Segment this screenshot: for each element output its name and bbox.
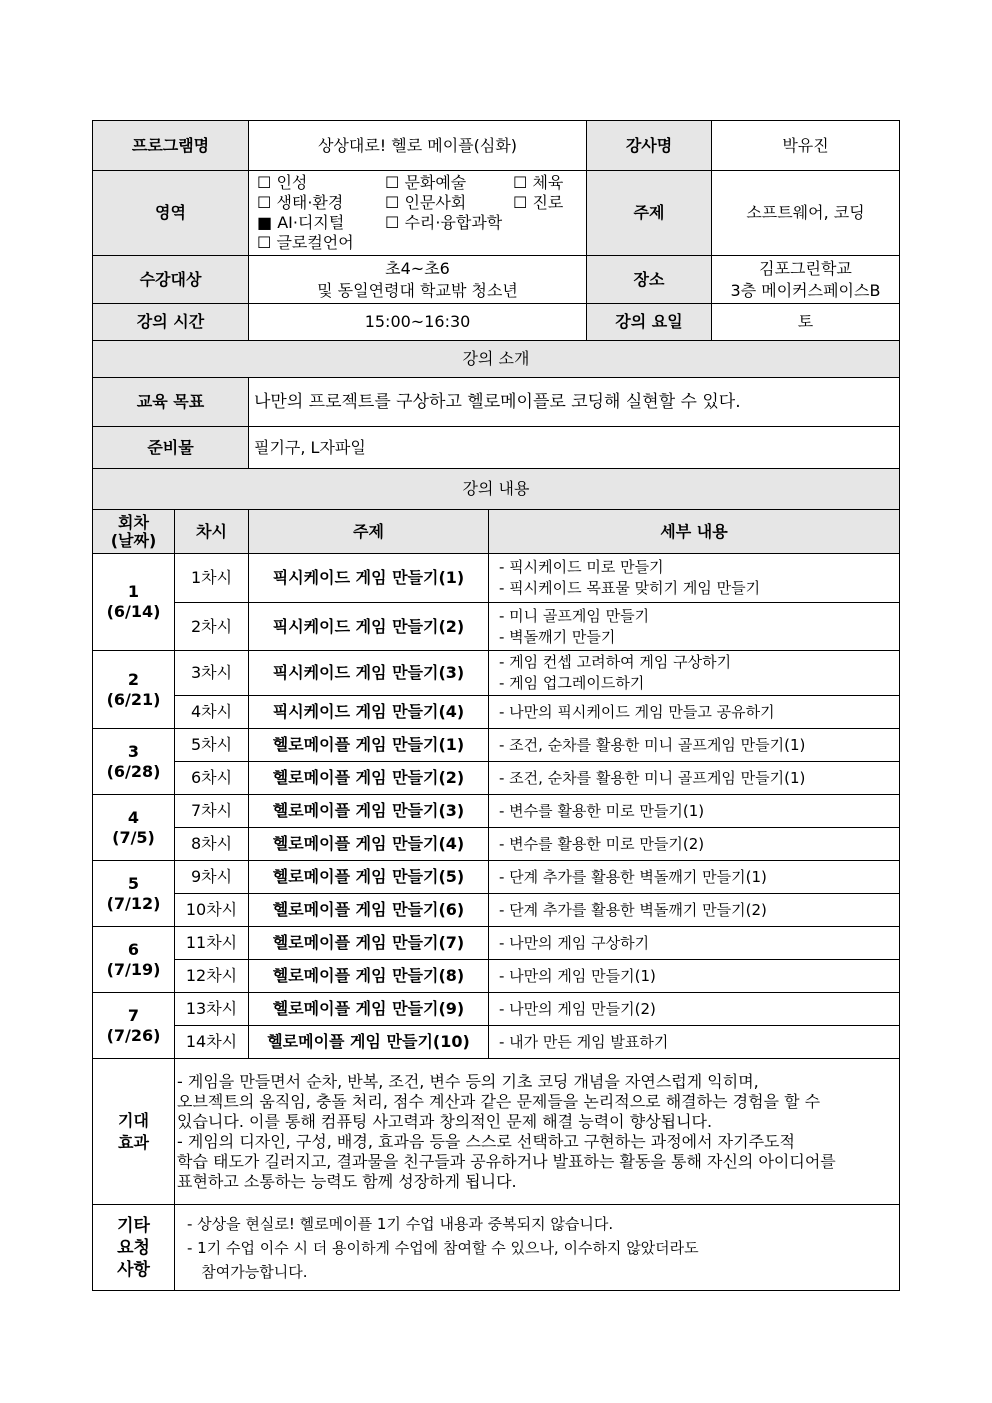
detail-cell xyxy=(489,1026,900,1059)
col-session-header: 차시 xyxy=(175,510,249,554)
round-cell: 1 (6/14) xyxy=(93,554,175,651)
round-cell: 7 (7/26) xyxy=(93,993,175,1059)
etc-line: - 1기 수업 이수 시 더 용이하게 수업에 참여할 수 있으나, 이수하지 않았더라도 xyxy=(187,1238,699,1257)
area-checkbox[interactable]: ■ AI·디지털 xyxy=(257,213,345,232)
place-label: 장소 xyxy=(587,256,712,304)
session-cell: 3차시 xyxy=(175,651,249,696)
session-cell: 13차시 xyxy=(175,993,249,1026)
materials-value: 필기구, L자파일 xyxy=(249,427,900,469)
detail-line: - 나만의 게임 만들기(2) xyxy=(499,999,656,1018)
round-cell: 5 (7/12) xyxy=(93,861,175,927)
session-row xyxy=(93,651,900,696)
detail-line: - 나만의 게임 구상하기 xyxy=(499,933,650,952)
detail-line: - 나만의 픽시케이드 게임 만들고 공유하기 xyxy=(499,702,775,721)
topic-cell: 픽시케이드 게임 만들기(4) xyxy=(249,696,489,729)
area-label: 영역 xyxy=(93,171,249,256)
area-checkbox[interactable]: ☐ 진로 xyxy=(513,193,564,212)
session-row xyxy=(93,1026,900,1059)
session-row xyxy=(93,993,900,1026)
effect-line: - 게임을 만들면서 순차, 반복, 조건, 변수 등의 기초 코딩 개념을 자연스럽게 익히며, xyxy=(177,1071,759,1091)
topic-cell: 헬로메이플 게임 만들기(10) xyxy=(249,1026,489,1059)
session-cell: 8차시 xyxy=(175,828,249,861)
subject-label: 주제 xyxy=(587,171,712,256)
intro-section-title: 강의 소개 xyxy=(93,341,900,378)
checkbox-icon: ☐ xyxy=(257,233,272,252)
area-checkbox[interactable]: ☐ 체육 xyxy=(513,173,564,192)
effect-label: 기대 효과 xyxy=(93,1059,175,1205)
detail-line: - 조건, 순차를 활용한 미니 골프게임 만들기(1) xyxy=(499,768,806,787)
session-cell: 11차시 xyxy=(175,927,249,960)
session-row xyxy=(93,603,900,651)
session-cell: 7차시 xyxy=(175,795,249,828)
goal-label: 교육 목표 xyxy=(93,378,249,427)
area-checkbox[interactable]: ☐ 문화예술 xyxy=(385,173,467,192)
detail-line: - 픽시케이드 목표물 맞히기 게임 만들기 xyxy=(499,579,761,597)
time-value: 15:00~16:30 xyxy=(249,304,587,341)
effect-line: 표현하고 소통하는 능력도 함께 성장하게 됩니다. xyxy=(177,1171,517,1191)
day-value: 토 xyxy=(712,304,900,341)
round-cell: 4 (7/5) xyxy=(93,795,175,861)
topic-cell: 헬로메이플 게임 만들기(3) xyxy=(249,795,489,828)
round-cell: 3 (6/28) xyxy=(93,729,175,795)
session-cell: 4차시 xyxy=(175,696,249,729)
effect-line: - 게임의 디자인, 구성, 배경, 효과음 등을 스스로 선택하고 구현하는 과정에서 자기주도적 xyxy=(177,1131,795,1151)
session-row xyxy=(93,762,900,795)
detail-line: - 게임 컨셉 고려하여 게임 구상하기 xyxy=(499,653,732,671)
topic-cell: 헬로메이플 게임 만들기(8) xyxy=(249,960,489,993)
detail-cell xyxy=(489,960,900,993)
goal-value: 나만의 프로젝트를 구상하고 헬로메이플로 코딩해 실현할 수 있다. xyxy=(249,378,900,427)
detail-line: - 픽시케이드 미로 만들기 xyxy=(499,558,664,576)
time-label: 강의 시간 xyxy=(93,304,249,341)
session-row xyxy=(93,795,900,828)
area-checkbox[interactable]: ☐ 글로컬언어 xyxy=(257,233,354,252)
detail-cell xyxy=(489,729,900,762)
area-checkbox[interactable]: ☐ 생태·환경 xyxy=(257,193,344,212)
session-cell: 5차시 xyxy=(175,729,249,762)
place-value: 김포그린학교 3층 메이커스페이스B xyxy=(712,256,900,304)
checkbox-icon: ☐ xyxy=(513,173,528,192)
detail-cell xyxy=(489,861,900,894)
detail-line: - 조건, 순차를 활용한 미니 골프게임 만들기(1) xyxy=(499,735,806,754)
area-checkbox[interactable]: ☐ 인문사회 xyxy=(385,193,467,212)
checkbox-icon: ☐ xyxy=(385,213,400,232)
course-plan-table xyxy=(92,120,900,1291)
etc-label: 기타 요청 사항 xyxy=(93,1205,175,1291)
topic-cell: 헬로메이플 게임 만들기(6) xyxy=(249,894,489,927)
detail-cell xyxy=(489,554,900,603)
topic-cell: 헬로메이플 게임 만들기(7) xyxy=(249,927,489,960)
instructor-label: 강사명 xyxy=(587,121,712,171)
detail-cell xyxy=(489,894,900,927)
col-round-header: 회차 (날짜) xyxy=(93,510,175,554)
round-cell: 2 (6/21) xyxy=(93,651,175,729)
detail-line: - 내가 만든 게임 발표하기 xyxy=(499,1032,669,1051)
round-cell: 6 (7/19) xyxy=(93,927,175,993)
session-row xyxy=(93,729,900,762)
detail-line: - 나만의 게임 만들기(1) xyxy=(499,966,656,985)
session-row xyxy=(93,960,900,993)
topic-cell: 픽시케이드 게임 만들기(1) xyxy=(249,554,489,603)
session-cell: 10차시 xyxy=(175,894,249,927)
session-row xyxy=(93,927,900,960)
checkbox-icon: ■ xyxy=(257,213,273,232)
detail-cell xyxy=(489,993,900,1026)
target-label: 수강대상 xyxy=(93,256,249,304)
col-topic-header: 주제 xyxy=(249,510,489,554)
target-value: 초4~초6 및 동일연령대 학교밖 청소년 xyxy=(249,256,587,304)
topic-cell: 헬로메이플 게임 만들기(2) xyxy=(249,762,489,795)
detail-cell xyxy=(489,651,900,696)
topic-cell: 픽시케이드 게임 만들기(2) xyxy=(249,603,489,651)
detail-cell xyxy=(489,795,900,828)
subject-value: 소프트웨어, 코딩 xyxy=(712,171,900,256)
checkbox-icon: ☐ xyxy=(257,173,272,192)
topic-cell: 헬로메이플 게임 만들기(5) xyxy=(249,861,489,894)
etc-line: 참여가능합니다. xyxy=(187,1262,308,1281)
topic-cell: 헬로메이플 게임 만들기(4) xyxy=(249,828,489,861)
checkbox-icon: ☐ xyxy=(257,193,272,212)
session-row xyxy=(93,894,900,927)
detail-cell xyxy=(489,696,900,729)
session-cell: 6차시 xyxy=(175,762,249,795)
session-cell: 1차시 xyxy=(175,554,249,603)
col-detail-header: 세부 내용 xyxy=(489,510,900,554)
etc-text xyxy=(175,1205,900,1291)
area-checkbox-group xyxy=(249,171,587,256)
detail-line: - 게임 업그레이드하기 xyxy=(499,674,645,692)
effect-line: 오브젝트의 움직임, 충돌 처리, 점수 계산과 같은 문제들을 논리적으로 해결하는 경험을 할 수 xyxy=(177,1091,821,1111)
session-row xyxy=(93,696,900,729)
detail-cell xyxy=(489,603,900,651)
topic-cell: 헬로메이플 게임 만들기(1) xyxy=(249,729,489,762)
detail-line: - 미니 골프게임 만들기 xyxy=(499,606,650,625)
detail-cell xyxy=(489,762,900,795)
etc-line: - 상상을 현실로! 헬로메이플 1기 수업 내용과 중복되지 않습니다. xyxy=(187,1214,614,1233)
checkbox-icon: ☐ xyxy=(513,193,528,212)
session-row xyxy=(93,554,900,603)
instructor-value: 박유진 xyxy=(712,121,900,171)
checkbox-icon: ☐ xyxy=(385,173,400,192)
topic-cell: 헬로메이플 게임 만들기(9) xyxy=(249,993,489,1026)
detail-line: - 변수를 활용한 미로 만들기(1) xyxy=(499,801,705,820)
session-row xyxy=(93,861,900,894)
materials-label: 준비물 xyxy=(93,427,249,469)
detail-line: - 단계 추가를 활용한 벽돌깨기 만들기(1) xyxy=(499,867,767,886)
detail-cell xyxy=(489,927,900,960)
detail-line: - 변수를 활용한 미로 만들기(2) xyxy=(499,834,705,853)
topic-cell: 픽시케이드 게임 만들기(3) xyxy=(249,651,489,696)
session-cell: 9차시 xyxy=(175,861,249,894)
effect-text xyxy=(175,1059,900,1205)
session-cell: 2차시 xyxy=(175,603,249,651)
program-label: 프로그램명 xyxy=(93,121,249,171)
session-cell: 14차시 xyxy=(175,1026,249,1059)
content-section-title: 강의 내용 xyxy=(93,469,900,510)
detail-line: - 단계 추가를 활용한 벽돌깨기 만들기(2) xyxy=(499,900,767,919)
day-label: 강의 요일 xyxy=(587,304,712,341)
session-row xyxy=(93,828,900,861)
effect-line: 학습 태도가 길러지고, 결과물을 친구들과 공유하거나 발표하는 활동을 통해 자신의 아이디어를 xyxy=(177,1151,836,1171)
program-value: 상상대로! 헬로 메이플(심화) xyxy=(249,121,587,171)
checkbox-icon: ☐ xyxy=(385,193,400,212)
area-checkbox[interactable]: ☐ 수리·융합과학 xyxy=(385,213,503,232)
effect-line: 있습니다. 이를 통해 컴퓨팅 사고력과 창의적인 문제 해결 능력이 향상됩니다. xyxy=(177,1111,713,1131)
detail-cell xyxy=(489,828,900,861)
area-checkbox[interactable]: ☐ 인성 xyxy=(257,173,308,192)
detail-line: - 벽돌깨기 만들기 xyxy=(499,627,616,646)
session-cell: 12차시 xyxy=(175,960,249,993)
